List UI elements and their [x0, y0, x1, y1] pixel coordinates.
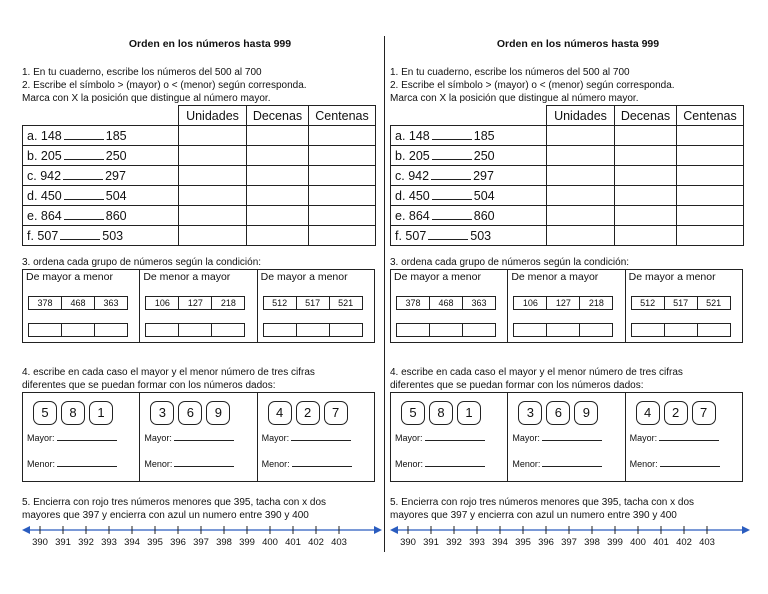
- mark-cell[interactable]: [309, 166, 376, 186]
- mark-cell[interactable]: [309, 186, 376, 206]
- row-label: a. 148: [395, 128, 430, 143]
- group-heading: De mayor a menor: [26, 271, 113, 283]
- menor-label: Menor:: [27, 459, 56, 469]
- table-row: [391, 206, 744, 226]
- row-label: d. 450: [395, 188, 430, 203]
- answer-blank[interactable]: [63, 170, 103, 180]
- header-centenas: Centenas: [677, 106, 744, 126]
- mayor-answer-line[interactable]: [174, 433, 234, 441]
- answer-cell[interactable]: [462, 323, 496, 337]
- number-cell: 106: [513, 296, 547, 310]
- menor-answer-line[interactable]: [542, 459, 602, 467]
- answer-cell[interactable]: [546, 323, 580, 337]
- answer-blank[interactable]: [432, 130, 472, 140]
- answer-cell[interactable]: [631, 323, 665, 337]
- table-row: [23, 206, 376, 226]
- mayor-label: Mayor:: [629, 433, 658, 443]
- menor-answer-line[interactable]: [292, 459, 352, 467]
- mark-cell[interactable]: [247, 126, 309, 146]
- mark-cell[interactable]: [179, 226, 247, 246]
- digits-box: [22, 392, 375, 482]
- row-label: d. 450: [27, 188, 62, 203]
- number-line-label[interactable]: 391: [423, 537, 439, 548]
- row-value: 250: [105, 148, 127, 163]
- digit-badge: 2: [296, 401, 320, 425]
- ordering-group: [391, 270, 508, 342]
- table-row: [23, 126, 376, 146]
- row-label: f. 507: [27, 228, 59, 243]
- ordering-group: [626, 270, 742, 342]
- number-cell: 363: [462, 296, 496, 310]
- table-row: [391, 166, 744, 186]
- digit-badge: 1: [89, 401, 113, 425]
- header-decenas: Decenas: [247, 106, 309, 126]
- row-label: b. 205: [395, 148, 430, 163]
- table-row: [23, 186, 376, 206]
- number-cell: 378: [396, 296, 430, 310]
- row-label: c. 942: [395, 168, 430, 183]
- mark-cell[interactable]: [547, 186, 615, 206]
- mayor-label: Mayor:: [261, 433, 290, 443]
- number-line-label[interactable]: 396: [538, 537, 554, 548]
- number-line-label[interactable]: 398: [216, 537, 232, 548]
- digit-badge: 1: [457, 401, 481, 425]
- number-cell: 218: [579, 296, 613, 310]
- mark-cell[interactable]: [309, 206, 376, 226]
- menor-label: Menor:: [144, 459, 173, 469]
- number-line-label[interactable]: 395: [515, 537, 531, 548]
- row-value: 185: [105, 128, 127, 143]
- digit-badge: 9: [206, 401, 230, 425]
- number-cell: 378: [28, 296, 62, 310]
- mayor-answer-line[interactable]: [542, 433, 602, 441]
- digit-badge: 9: [574, 401, 598, 425]
- arrow-left-icon: [22, 526, 30, 534]
- table-row: [391, 146, 744, 166]
- menor-answer-line[interactable]: [57, 459, 117, 467]
- number-line-label[interactable]: 396: [170, 537, 186, 548]
- mayor-label: Mayor:: [144, 433, 172, 443]
- answer-blank[interactable]: [428, 230, 468, 240]
- instruction-1: 1. En tu cuaderno, escribe los números del 500 al 700: [390, 67, 630, 78]
- answer-cell[interactable]: [664, 323, 698, 337]
- mayor-label: Mayor:: [395, 433, 423, 443]
- row-value: 504: [105, 188, 127, 203]
- number-line-label[interactable]: 393: [469, 537, 485, 548]
- row-value: 860: [473, 208, 495, 223]
- table-corner: [23, 106, 179, 126]
- digit-badge: 3: [518, 401, 542, 425]
- digit-badge: 7: [324, 401, 348, 425]
- number-line-label[interactable]: 401: [653, 537, 669, 548]
- mark-cell[interactable]: [677, 166, 744, 186]
- number-cell: 468: [61, 296, 95, 310]
- table-row: [23, 166, 376, 186]
- answer-cell[interactable]: [61, 323, 95, 337]
- arrow-left-icon: [390, 526, 398, 534]
- number-line-label[interactable]: 394: [124, 537, 140, 548]
- group-heading: De mayor a menor: [260, 271, 348, 283]
- row-value: 297: [105, 168, 126, 183]
- answer-cell[interactable]: [513, 323, 547, 337]
- answer-cell[interactable]: [697, 323, 731, 337]
- mark-cell[interactable]: [547, 166, 615, 186]
- ordering-group: [258, 270, 374, 342]
- ordering-group: [508, 270, 625, 342]
- menor-label: Menor:: [261, 459, 290, 469]
- mark-cell[interactable]: [547, 206, 615, 226]
- mark-cell[interactable]: [247, 146, 309, 166]
- instruction-2: 2. Escribe el símbolo > (mayor) o < (menor) según corresponda.: [22, 80, 307, 91]
- row-value: 297: [473, 168, 494, 183]
- number-line-label[interactable]: 403: [331, 537, 347, 548]
- digit-badge: 7: [692, 401, 716, 425]
- number-line-label[interactable]: 393: [101, 537, 117, 548]
- section-5-text-2: mayores que 397 y encierra con azul un numero entre 390 y 400: [390, 510, 677, 521]
- row-label: a. 148: [27, 128, 62, 143]
- mark-cell[interactable]: [179, 186, 247, 206]
- answer-cell[interactable]: [178, 323, 212, 337]
- number-line-label[interactable]: 399: [239, 537, 255, 548]
- section-3-text: 3. ordena cada grupo de números según la condición:: [390, 257, 630, 268]
- section-5-text-2: mayores que 397 y encierra con azul un numero entre 390 y 400: [22, 510, 309, 521]
- group-heading: De menor a mayor: [511, 271, 599, 283]
- number-cell: 363: [94, 296, 128, 310]
- number-line-label[interactable]: 395: [147, 537, 163, 548]
- instruction-1: 1. En tu cuaderno, escribe los números del 500 al 700: [22, 67, 262, 78]
- number-cell: 512: [631, 296, 665, 310]
- section-4-text-1: 4. escribe en cada caso el mayor y el menor número de tres cifras: [390, 367, 683, 378]
- digits-group: [23, 393, 140, 481]
- answer-blank[interactable]: [432, 210, 472, 220]
- mark-cell[interactable]: [179, 146, 247, 166]
- row-value: 503: [470, 228, 492, 243]
- arrow-right-icon: [374, 526, 382, 534]
- mark-cell[interactable]: [309, 126, 376, 146]
- mark-cell[interactable]: [309, 146, 376, 166]
- number-line-label[interactable]: 402: [308, 537, 324, 548]
- digits-box: [390, 392, 743, 482]
- number-line-label[interactable]: 390: [400, 537, 416, 548]
- digit-badge: 8: [61, 401, 85, 425]
- digits-group: [626, 393, 742, 481]
- ordering-box: [390, 269, 743, 343]
- answer-blank[interactable]: [64, 130, 104, 140]
- ordering-group: [23, 270, 140, 342]
- ordering-group: [140, 270, 257, 342]
- number-cell: 127: [546, 296, 580, 310]
- answer-blank[interactable]: [432, 190, 472, 200]
- digits-group: [391, 393, 508, 481]
- row-label: b. 205: [27, 148, 62, 163]
- mark-cell[interactable]: [677, 206, 744, 226]
- digit-badge: 5: [401, 401, 425, 425]
- digits-group: [140, 393, 257, 481]
- mayor-label: Mayor:: [512, 433, 540, 443]
- row-value: 185: [473, 128, 495, 143]
- mark-cell[interactable]: [615, 206, 677, 226]
- menor-label: Menor:: [512, 459, 541, 469]
- number-cell: 512: [263, 296, 297, 310]
- digit-badge: 3: [150, 401, 174, 425]
- mark-cell[interactable]: [247, 226, 309, 246]
- menor-answer-line[interactable]: [174, 459, 234, 467]
- answer-blank[interactable]: [64, 190, 104, 200]
- arrow-right-icon: [742, 526, 750, 534]
- number-cell: 517: [664, 296, 698, 310]
- number-cell: 521: [329, 296, 363, 310]
- digit-badge: 5: [33, 401, 57, 425]
- mayor-answer-line[interactable]: [57, 433, 117, 441]
- mark-cell[interactable]: [615, 226, 677, 246]
- section-5-text-1: 5. Encierra con rojo tres números menores que 395, tacha con x dos: [22, 497, 327, 508]
- answer-cell[interactable]: [145, 323, 179, 337]
- digits-group: [258, 393, 374, 481]
- number-cell: 517: [296, 296, 330, 310]
- number-line-label[interactable]: 397: [193, 537, 209, 548]
- section-4-text-1: 4. escribe en cada caso el mayor y el menor número de tres cifras: [22, 367, 315, 378]
- instruction-3: Marca con X la posición que distingue al número mayor.: [390, 93, 639, 104]
- table-row: [23, 226, 376, 246]
- number-line-label[interactable]: 399: [607, 537, 623, 548]
- mayor-answer-line[interactable]: [659, 433, 719, 441]
- mark-cell[interactable]: [677, 126, 744, 146]
- number-cell: 218: [211, 296, 245, 310]
- number-line[interactable]: [22, 522, 382, 548]
- worksheet-right: [390, 0, 766, 594]
- digit-badge: 8: [429, 401, 453, 425]
- instruction-3: Marca con X la posición que distingue al número mayor.: [22, 93, 271, 104]
- table-row: [391, 226, 744, 246]
- comparison-table: [22, 105, 376, 246]
- menor-answer-line[interactable]: [425, 459, 485, 467]
- mark-cell[interactable]: [247, 206, 309, 226]
- number-line-label[interactable]: 392: [446, 537, 462, 548]
- row-label: f. 507: [395, 228, 427, 243]
- table-row: [23, 146, 376, 166]
- row-value: 504: [473, 188, 495, 203]
- worksheet-left: [22, 0, 398, 594]
- group-heading: De mayor a menor: [394, 271, 481, 283]
- answer-blank[interactable]: [64, 150, 104, 160]
- answer-blank[interactable]: [60, 230, 100, 240]
- menor-answer-line[interactable]: [660, 459, 720, 467]
- header-unidades: Unidades: [179, 106, 247, 126]
- worksheet-title: Orden en los números hasta 999: [128, 38, 292, 50]
- mark-cell[interactable]: [615, 186, 677, 206]
- answer-blank[interactable]: [431, 170, 471, 180]
- digit-badge: 4: [636, 401, 660, 425]
- answer-blank[interactable]: [64, 210, 104, 220]
- number-cell: 468: [429, 296, 463, 310]
- mark-cell[interactable]: [179, 166, 247, 186]
- header-centenas: Centenas: [309, 106, 376, 126]
- table-row: [391, 126, 744, 146]
- mark-cell[interactable]: [677, 186, 744, 206]
- mark-cell[interactable]: [547, 146, 615, 166]
- answer-blank[interactable]: [432, 150, 472, 160]
- instruction-2: 2. Escribe el símbolo > (mayor) o < (menor) según corresponda.: [390, 80, 675, 91]
- row-label: e. 864: [395, 208, 430, 223]
- digits-group: [508, 393, 625, 481]
- row-label: c. 942: [27, 168, 62, 183]
- number-line-label[interactable]: 390: [32, 537, 48, 548]
- mark-cell[interactable]: [677, 226, 744, 246]
- mark-cell[interactable]: [179, 126, 247, 146]
- group-heading: De menor a mayor: [143, 271, 231, 283]
- header-unidades: Unidades: [547, 106, 615, 126]
- number-line-label[interactable]: 398: [584, 537, 600, 548]
- section-3-text: 3. ordena cada grupo de números según la condición:: [22, 257, 262, 268]
- number-line-label[interactable]: 401: [285, 537, 301, 548]
- row-value: 860: [105, 208, 127, 223]
- number-cell: 521: [697, 296, 731, 310]
- mark-cell[interactable]: [547, 226, 615, 246]
- answer-cell[interactable]: [263, 323, 297, 337]
- number-line-label[interactable]: 394: [492, 537, 508, 548]
- mark-cell[interactable]: [247, 186, 309, 206]
- ordering-box: [22, 269, 375, 343]
- mark-cell[interactable]: [615, 146, 677, 166]
- digit-badge: 6: [546, 401, 570, 425]
- mark-cell[interactable]: [615, 166, 677, 186]
- answer-cell[interactable]: [579, 323, 613, 337]
- answer-cell[interactable]: [329, 323, 363, 337]
- number-cell: 106: [145, 296, 179, 310]
- answer-cell[interactable]: [94, 323, 128, 337]
- mark-cell[interactable]: [547, 126, 615, 146]
- table-row: [391, 186, 744, 206]
- section-5-text-1: 5. Encierra con rojo tres números menores que 395, tacha con x dos: [390, 497, 695, 508]
- mark-cell[interactable]: [179, 206, 247, 226]
- answer-cell[interactable]: [296, 323, 330, 337]
- number-line-label[interactable]: 402: [676, 537, 692, 548]
- table-corner: [391, 106, 547, 126]
- answer-cell[interactable]: [396, 323, 430, 337]
- digit-badge: 6: [178, 401, 202, 425]
- number-line-label[interactable]: 397: [561, 537, 577, 548]
- digit-badge: 4: [268, 401, 292, 425]
- mark-cell[interactable]: [247, 166, 309, 186]
- row-label: e. 864: [27, 208, 62, 223]
- number-line-label[interactable]: 403: [699, 537, 715, 548]
- digit-badge: 2: [664, 401, 688, 425]
- number-line-label[interactable]: 392: [78, 537, 94, 548]
- mark-cell[interactable]: [309, 226, 376, 246]
- mark-cell[interactable]: [677, 146, 744, 166]
- mayor-answer-line[interactable]: [425, 433, 485, 441]
- number-line-label[interactable]: 391: [55, 537, 71, 548]
- answer-cell[interactable]: [211, 323, 245, 337]
- row-value: 503: [102, 228, 124, 243]
- answer-cell[interactable]: [429, 323, 463, 337]
- answer-cell[interactable]: [28, 323, 62, 337]
- number-line[interactable]: [390, 522, 750, 548]
- section-4-text-2: diferentes que se puedan formar con los números dados:: [22, 380, 276, 391]
- section-4-text-2: diferentes que se puedan formar con los números dados:: [390, 380, 644, 391]
- worksheet-title: Orden en los números hasta 999: [496, 38, 660, 50]
- mayor-label: Mayor:: [27, 433, 55, 443]
- header-decenas: Decenas: [615, 106, 677, 126]
- mayor-answer-line[interactable]: [291, 433, 351, 441]
- comparison-table: [390, 105, 744, 246]
- row-value: 250: [473, 148, 495, 163]
- group-heading: De mayor a menor: [628, 271, 716, 283]
- number-cell: 127: [178, 296, 212, 310]
- number-line-label[interactable]: 400: [630, 537, 646, 548]
- number-line-label[interactable]: 400: [262, 537, 278, 548]
- mark-cell[interactable]: [615, 126, 677, 146]
- menor-label: Menor:: [395, 459, 424, 469]
- menor-label: Menor:: [629, 459, 658, 469]
